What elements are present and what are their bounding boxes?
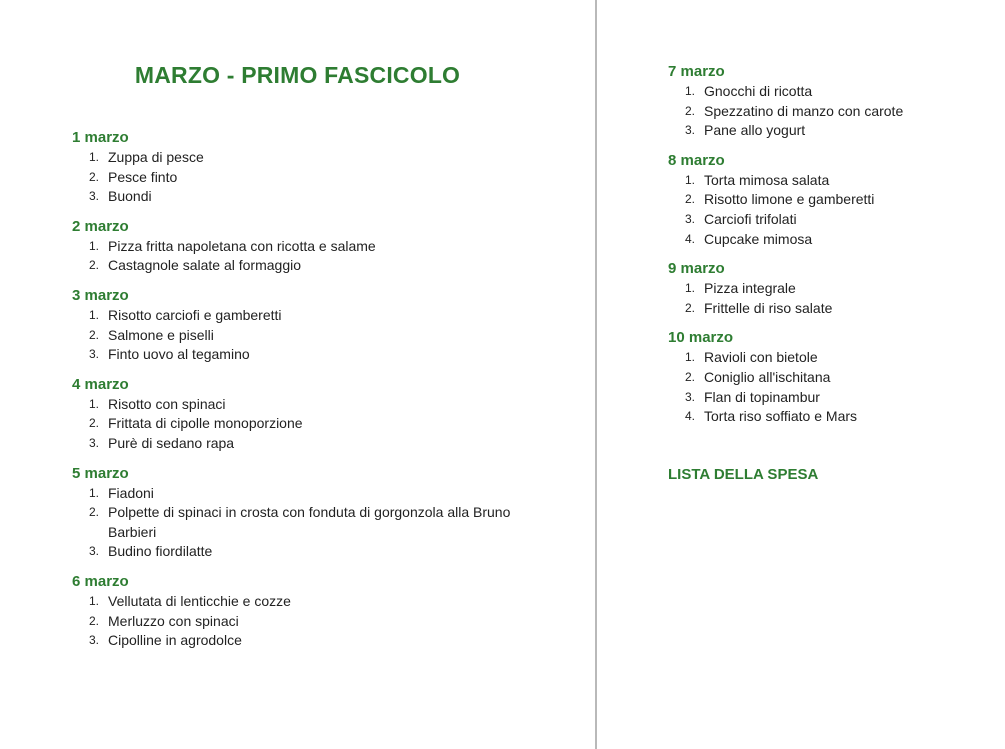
- recipe-number: 1.: [684, 172, 695, 187]
- recipe-list: [72, 237, 552, 276]
- recipe-item: [72, 306, 552, 326]
- recipe-name: Carciofi trifolati: [704, 210, 797, 227]
- recipe-item: [72, 256, 552, 276]
- recipe-item: [668, 190, 988, 210]
- day-heading: 9 marzo: [668, 260, 725, 278]
- recipe-number: 2.: [88, 169, 99, 184]
- recipe-item: [72, 542, 552, 562]
- recipe-number: 1.: [88, 150, 99, 164]
- recipe-number: 2.: [88, 258, 99, 273]
- day-heading: 7 marzo: [668, 63, 725, 80]
- recipe-number: 1.: [88, 485, 99, 500]
- recipe-number: 2.: [684, 103, 695, 118]
- recipe-number: 3.: [684, 389, 695, 404]
- recipe-item: [668, 210, 988, 230]
- recipe-name: Cupcake mimosa: [704, 230, 813, 247]
- day-section: [72, 464, 552, 562]
- recipe-name: Risotto limone e gamberetti: [704, 191, 875, 208]
- recipe-number: 3.: [88, 189, 99, 204]
- recipe-name: Pizza integrale: [704, 280, 796, 297]
- recipe-name: Fiadoni: [108, 484, 154, 501]
- day-heading: 1 marzo: [72, 129, 129, 146]
- recipe-item: [72, 612, 552, 632]
- recipe-number: 3.: [88, 435, 99, 450]
- recipe-number: 2.: [88, 505, 99, 520]
- recipe-name: Ravioli con bietole: [704, 349, 818, 366]
- day-section: [668, 62, 988, 141]
- recipe-number: 3.: [88, 544, 99, 559]
- recipe-name: Spezzatino di manzo con carote: [704, 102, 904, 119]
- recipe-item: [668, 299, 988, 319]
- recipe-number: 3.: [684, 123, 695, 138]
- recipe-item: [668, 121, 988, 141]
- recipe-name: Frittelle di riso salate: [704, 299, 833, 316]
- recipe-item: [668, 368, 988, 388]
- recipe-name: Flan di topinambur: [704, 388, 820, 405]
- recipe-number: 2.: [88, 613, 99, 628]
- day-heading: 4 marzo: [72, 375, 129, 393]
- recipe-item: [668, 82, 988, 102]
- recipe-list: [72, 395, 552, 454]
- recipe-name: Torta mimosa salata: [704, 171, 830, 188]
- recipe-number: 1.: [88, 307, 99, 322]
- day-section: [668, 259, 988, 318]
- recipe-item: [668, 407, 988, 427]
- right-column: [668, 62, 988, 484]
- recipe-item: [72, 503, 552, 542]
- recipe-item: [72, 395, 552, 415]
- recipe-name: Merluzzo con spinaci: [108, 612, 239, 629]
- day-heading: 6 marzo: [72, 572, 129, 590]
- recipe-item: [72, 168, 552, 188]
- recipe-item: [668, 171, 988, 191]
- recipe-name: Pesce finto: [108, 168, 178, 185]
- recipe-item: [72, 148, 552, 168]
- day-heading: 10 marzo: [668, 329, 734, 347]
- recipe-number: 3.: [88, 633, 99, 648]
- page-title: MARZO - PRIMO FASCICOLO: [134, 62, 461, 88]
- recipe-number: 4.: [684, 409, 695, 424]
- recipe-name: Frittata di cipolle monoporzione: [108, 415, 303, 432]
- day-section: [72, 128, 552, 207]
- recipe-number: 2.: [88, 327, 99, 342]
- page-divider: [595, 0, 597, 749]
- recipe-number: 1.: [684, 281, 695, 296]
- recipe-name: Budino fiordilatte: [108, 543, 213, 560]
- day-section: [72, 572, 552, 651]
- recipe-name: Coniglio all'ischitana: [704, 368, 831, 385]
- recipe-name: Pizza fritta napoletana con ricotta e salame: [108, 237, 376, 254]
- recipe-name: Salmone e piselli: [108, 326, 214, 343]
- recipe-number: 2.: [684, 369, 695, 384]
- recipe-name: Gnocchi di ricotta: [704, 83, 813, 99]
- shopping-list-heading: LISTA DELLA SPESA: [668, 465, 819, 483]
- recipe-name: Torta riso soffiato e Mars: [704, 408, 858, 425]
- recipe-number: 2.: [684, 300, 695, 315]
- recipe-list: [668, 348, 988, 426]
- recipe-name: Buondi: [108, 188, 152, 205]
- recipe-list: [668, 171, 988, 249]
- right-page: [598, 0, 1005, 749]
- day-heading: 2 marzo: [72, 217, 129, 235]
- recipe-name: Finto uovo al tegamino: [108, 346, 250, 363]
- day-section: [72, 375, 552, 454]
- recipe-number: 2.: [684, 192, 695, 207]
- recipe-number: 4.: [684, 231, 695, 246]
- recipe-list: [72, 592, 552, 651]
- day-section: [72, 286, 552, 365]
- day-section: [668, 328, 988, 426]
- recipe-item: [72, 592, 552, 612]
- recipe-item: [72, 187, 552, 207]
- recipe-item: [72, 434, 552, 454]
- recipe-name: Risotto carciofi e gamberetti: [108, 306, 282, 323]
- recipe-item: [72, 484, 552, 504]
- recipe-name: Vellutata di lenticchie e cozze: [108, 592, 291, 609]
- day-section: [72, 217, 552, 276]
- recipe-name: Polpette di spinaci in crosta con fonduta di gorgonzola alla Bruno Barbieri: [108, 504, 511, 540]
- recipe-number: 1.: [684, 84, 695, 98]
- recipe-number: 1.: [88, 238, 99, 253]
- recipe-item: [668, 279, 988, 299]
- recipe-name: Purè di sedano rapa: [108, 434, 235, 451]
- recipe-number: 3.: [684, 211, 695, 226]
- recipe-item: [668, 102, 988, 122]
- recipe-item: [72, 414, 552, 434]
- recipe-item: [72, 326, 552, 346]
- recipe-name: Cipolline in agrodolce: [108, 632, 242, 649]
- recipe-name: Castagnole salate al formaggio: [108, 257, 302, 274]
- recipe-item: [72, 631, 552, 651]
- recipe-item: [668, 388, 988, 408]
- recipe-item: [668, 230, 988, 250]
- recipe-number: 1.: [88, 396, 99, 411]
- recipe-list: [72, 148, 552, 207]
- recipe-number: 3.: [88, 347, 99, 362]
- recipe-name: Zuppa di pesce: [108, 149, 204, 165]
- left-column: [72, 128, 552, 661]
- recipe-item: [72, 237, 552, 257]
- recipe-number: 2.: [88, 416, 99, 431]
- right-days: [668, 62, 988, 427]
- recipe-name: Risotto con spinaci: [108, 395, 226, 412]
- recipe-list: [72, 484, 552, 562]
- day-heading: 5 marzo: [72, 464, 129, 482]
- recipe-list: [668, 279, 988, 318]
- recipe-name: Pane allo yogurt: [704, 122, 806, 139]
- recipe-number: 1.: [88, 593, 99, 608]
- recipe-item: [668, 348, 988, 368]
- day-section: [668, 151, 988, 249]
- day-heading: 8 marzo: [668, 151, 725, 169]
- day-heading: 3 marzo: [72, 286, 129, 304]
- recipe-item: [72, 345, 552, 365]
- recipe-list: [72, 306, 552, 365]
- recipe-list: [668, 82, 988, 141]
- recipe-number: 1.: [684, 350, 695, 365]
